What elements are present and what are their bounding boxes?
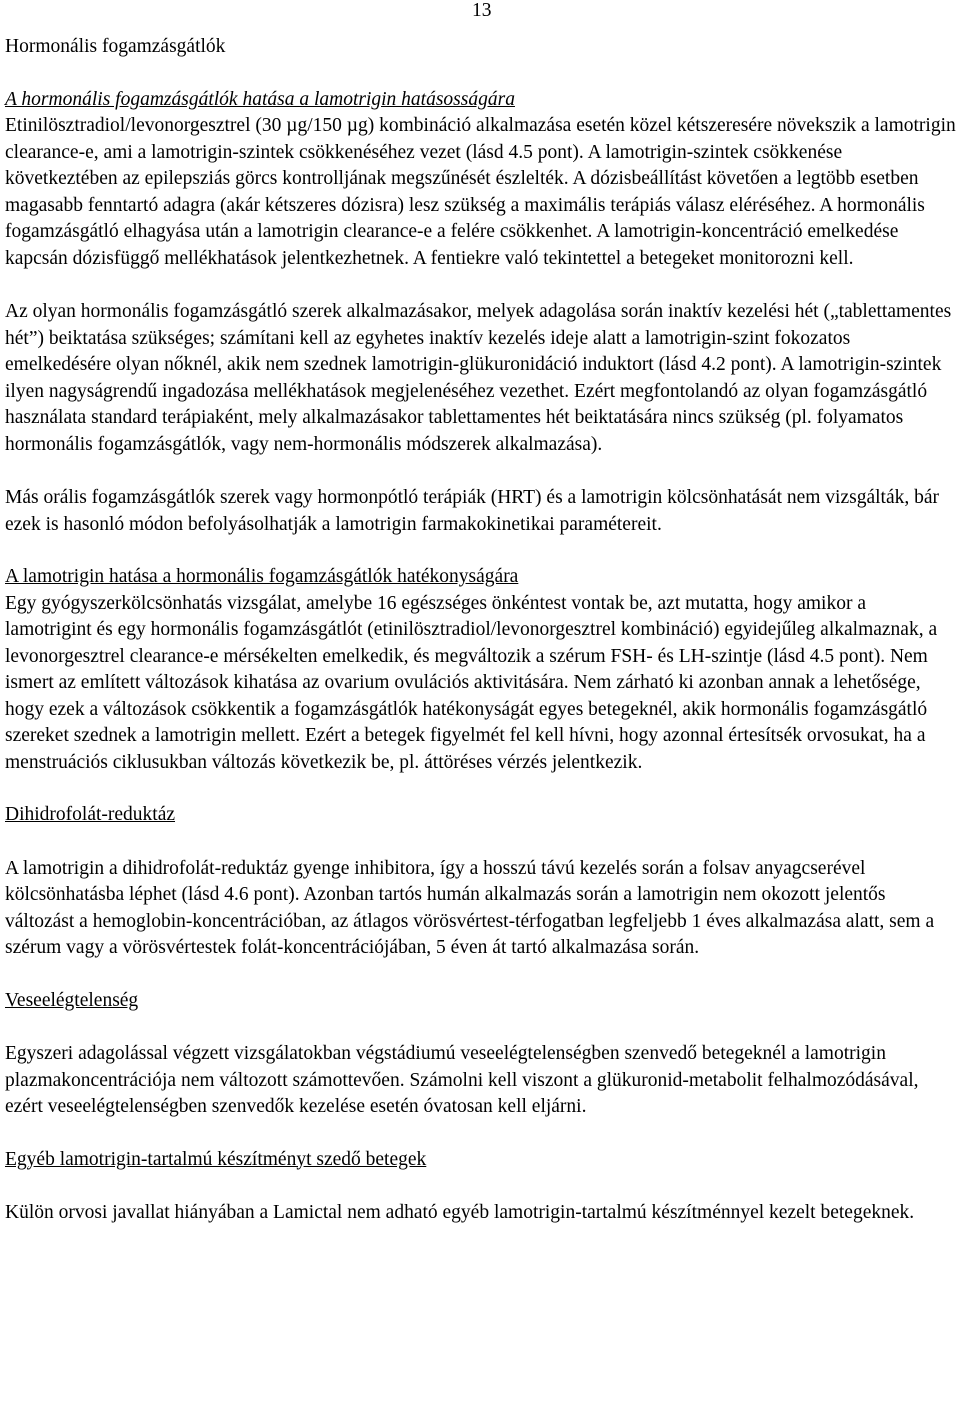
page-content	[5, 34, 957, 1227]
subsection-heading-hormonal-effect: A hormonális fogamzásgátlók hatása a lamotrigin hatásosságára	[5, 88, 515, 110]
paragraph: Az olyan hormonális fogamzásgátló szerek alkalmazásakor, melyek adagolása során inaktív kezelési hét („tablettamentes hét”) beiktatása szükséges; számítani kell az egyhetes inaktív kezelés ideje alatt a lamotrigin-szint fokozatos emelkedésére olyan nőknél, akik nem szednek lamotrigin-glükuronidáció induktort (lásd 4.2 pont). A lamotrigin-szintek ilyen nagyságrendű ingadozása mellékhatások megjelenéséhez vezethet. Ezért megfontolandó az olyan fogamzásgátló használata standard terápiaként, mely alkalmazásakor tablettamentes hét beiktatására nincs szükség (pl. folyamatos hormonális fogamzásgátlók, vagy nem-hormonális módszerek alkalmazása).	[5, 301, 952, 455]
section-heading-renal-impairment: Veseelégtelenség	[5, 989, 139, 1011]
paragraph: Egyszeri adagolással végzett vizsgálatokban végstádiumú veseelégtelenségben szenvedő betegeknél a lamotrigin plazmakoncentrációja nem változott számottevően. Számolni kell viszont a glükuronid-metabolit felhalmozódásával, ezért veseelégtelenségben szenvedők kezelése esetén óvatosan kell eljárni.	[5, 1043, 919, 1117]
paragraph: A lamotrigin a dihidrofolát-reduktáz gyenge inhibitora, így a hosszú távú kezelés során a folsav anyagcserével kölcsönhatásba léphet (lásd 4.6 pont). Azonban tartós humán alkalmazás során a lamotrigin nem okozott jelentős változást a hemoglobin-koncentrációban, az átlagos vörösvértest-térfogatban legfeljebb 1 éves alkalmazása alatt, sem a szérum vagy a vörösvértestek folát-koncentrációjában, 5 éven át tartó alkalmazása során.	[5, 857, 935, 958]
paragraph: Etinilösztradiol/levonorgesztrel (30 µg/150 µg) kombináció alkalmazása esetén közel kétszeresére növekszik a lamotrigin clearance-e, ami a lamotrigin-szintek csökkenéséhez vezet (lásd 4.5 pont). A lamotrigin-szintek csökkenése következtében az epilepsziás görcs kontrolljának megszűnését észlelték. A dózisbeállítást követően a legtöbb esetben magasabb fenntartó adagra (akár kétszeres dózisra) lesz szükség a maximális terápiás válasz eléréséhez. A hormonális fogamzásgátló elhagyása után a lamotrigin clearance-e a felére csökkenhet. A lamotrigin-koncentráció emelkedése kapcsán dózisfüggő mellékhatások jelentkezhetnek. A fentiekre való tekintettel a betegeket monitorozni kell.	[5, 115, 956, 269]
page-number: 13	[472, 0, 492, 21]
section-title: Hormonális fogamzásgátlók	[5, 36, 226, 57]
section-heading-dihydrofolate-reductase: Dihidrofolát-reduktáz	[5, 804, 176, 825]
subsection-heading-lamotrigine-effect: A lamotrigin hatása a hormonális fogamzásgátlók hatékonyságára	[5, 566, 519, 587]
paragraph: Külön orvosi javallat hiányában a Lamictal nem adható egyéb lamotrigin-tartalmú készítménnyel kezelt betegeknek.	[5, 1202, 915, 1223]
section-heading-other-lamotrigine-products: Egyéb lamotrigin-tartalmú készítményt szedő betegek	[5, 1148, 427, 1170]
paragraph: Más orális fogamzásgátlók szerek vagy hormonpótló terápiák (HRT) és a lamotrigin kölcsönhatását nem vizsgálták, bár ezek is hasonló módon befolyásolhatják a lamotrigin farmakokinetikai paramétereit.	[5, 487, 940, 535]
paragraph: Egy gyógyszerkölcsönhatás vizsgálat, amelybe 16 egészséges önkéntest vontak be, azt mutatta, hogy amikor a lamotrigint és egy hormonális fogamzásgátlót (etinilösztradiol/levonorgesztrel kombináció) egyidejűleg alkalmaznak, a levonorgesztrel clearance-e mérsékelten emelkedik, és megváltozik a szérum FSH- és LH-szintje (lásd 4.5 pont). Nem ismert az említett változások kihatása az ovarium ovulációs aktivitására. Nem zárható ki azonban annak a lehetősége, hogy ezek a változások csökkentik a fogamzásgátlók hatékonyságát egyes betegeknél, akik hormonális fogamzásgátló szereket szednek a lamotrigin mellett. Ezért a betegek figyelmét fel kell hívni, hogy azonnal értesítsék orvosukat, ha a menstruációs ciklusukban változás következik be, pl. áttöréses vérzés jelentkezik.	[5, 592, 938, 773]
